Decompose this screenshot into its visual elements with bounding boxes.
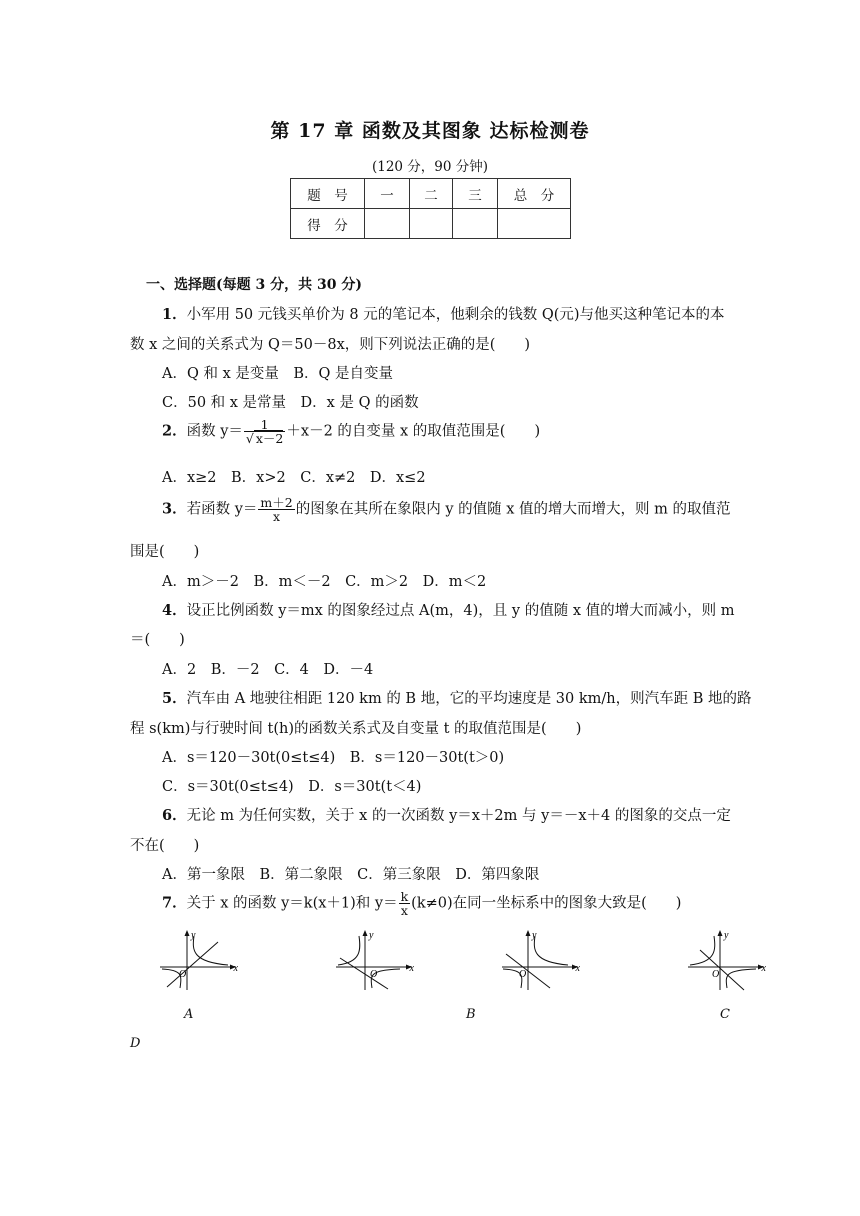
score-header-cell: 二 bbox=[410, 179, 453, 209]
score-cell[interactable] bbox=[410, 209, 453, 239]
question-5-options-ab: A．s＝120－30t(0≤t≤4) B．s＝120－30t(t＞0) bbox=[162, 750, 505, 766]
question-5-options-cd: C．s＝30t(0≤t≤4) D．s＝30t(t＜4) bbox=[162, 779, 422, 795]
score-table-score-row bbox=[291, 209, 571, 239]
score-cell[interactable] bbox=[498, 209, 571, 239]
question-3-line1: 3．若函数 y＝ $\frac{m+2}{x}$ 的图象在其所在象限内 y 的值随 x 值的增大而增大，则 m 的取值范 bbox=[162, 495, 731, 524]
q2-fraction: $\frac{1}{√ x-2}$ bbox=[245, 417, 284, 446]
option-c-label[interactable]: C bbox=[720, 1007, 730, 1022]
graph-a-origin: O bbox=[179, 969, 187, 980]
score-row-label: 得 分 bbox=[291, 209, 365, 239]
question-5-line1: 5．汽车由 A 地驶往相距 120 km 的 B 地，它的平均速度是 30 km/h，则汽车距 B 地的路 bbox=[162, 690, 752, 707]
q3-fraction: $\frac{m+2}{x}$ bbox=[260, 495, 293, 524]
q7-fraction: $\frac{k}{x}$ bbox=[400, 889, 409, 918]
score-header-cell: 三 bbox=[453, 179, 498, 209]
graph-option-d bbox=[686, 928, 768, 992]
question-2-options: A．x≥2 B．x>2 C．x≠2 D．x≤2 bbox=[162, 470, 426, 486]
graph-option-b bbox=[334, 928, 416, 992]
graph-b-origin: O bbox=[370, 969, 378, 980]
graph-d-y-label: y bbox=[724, 930, 729, 941]
score-cell[interactable] bbox=[365, 209, 410, 239]
score-header-cell: 总 分 bbox=[498, 179, 571, 209]
score-table bbox=[290, 178, 571, 239]
question-7: 7．关于 x 的函数 y＝k(x＋1)和 y＝ $\frac{k}{x}$ (k≠0)在同一坐标系中的图象大致是( ) bbox=[162, 889, 682, 918]
question-5-line2: 程 s(km)与行驶时间 t(h)的函数关系式及自变量 t 的取值范围是( ) bbox=[130, 721, 582, 737]
option-a-label[interactable]: A bbox=[184, 1007, 194, 1022]
question-1-options-ab: A．Q 和 x 是变量 B．Q 是自变量 bbox=[162, 366, 394, 382]
graph-c-y-label: y bbox=[532, 930, 537, 941]
page-title: 第 17 章 函数及其图象 达标检测卷 bbox=[270, 120, 590, 142]
question-3-line2: 围是( ) bbox=[130, 544, 200, 560]
question-1-options-cd: C．50 和 x 是常量 D．x 是 Q 的函数 bbox=[162, 395, 419, 411]
score-header-cell: 题 号 bbox=[291, 179, 365, 209]
graph-d-x-label: x bbox=[761, 963, 766, 974]
question-4-line2: ＝( ) bbox=[130, 632, 185, 648]
graph-a-x-label: x bbox=[233, 963, 238, 974]
graph-c-x-label: x bbox=[575, 963, 580, 974]
graph-d-origin: O bbox=[712, 969, 720, 980]
option-d-label[interactable]: D bbox=[130, 1036, 141, 1051]
question-4-line1: 4．设正比例函数 y＝mx 的图象经过点 A(m，4)，且 y 的值随 x 值的增大而减小，则 m bbox=[162, 602, 735, 619]
section-heading: 一、选择题(每题 3 分，共 30 分) bbox=[146, 277, 362, 293]
graph-option-c bbox=[500, 928, 582, 992]
score-header-cell: 一 bbox=[365, 179, 410, 209]
question-4-options: A．2 B．－2 C．4 D．－4 bbox=[162, 662, 374, 678]
question-3-options: A．m＞－2 B．m＜－2 C．m＞2 D．m＜2 bbox=[162, 574, 487, 590]
page-subtitle: (120 分，90 分钟) bbox=[371, 159, 489, 175]
graph-c-origin: O bbox=[519, 969, 527, 980]
option-b-label[interactable]: B bbox=[466, 1007, 476, 1022]
score-cell[interactable] bbox=[453, 209, 498, 239]
question-6-line1: 6．无论 m 为任何实数，关于 x 的一次函数 y＝x＋2m 与 y＝－x＋4 的图象的交点一定 bbox=[162, 807, 731, 824]
graph-b-x-label: x bbox=[409, 963, 414, 974]
question-6-line2: 不在( ) bbox=[130, 838, 200, 854]
question-1-line2: 数 x 之间的关系式为 Q＝50－8x，则下列说法正确的是( ) bbox=[130, 337, 531, 353]
graph-b-y-label: y bbox=[369, 930, 374, 941]
score-table-header-row bbox=[291, 179, 571, 209]
question-1-line1: 1．小军用 50 元钱买单价为 8 元的笔记本，他剩余的钱数 Q(元)与他买这种笔记本的本 bbox=[162, 306, 725, 323]
graph-option-a bbox=[158, 928, 240, 992]
graph-a-y-label: y bbox=[191, 930, 196, 941]
question-6-options: A．第一象限 B．第二象限 C．第三象限 D．第四象限 bbox=[162, 867, 540, 883]
question-2: 2．函数 y＝ $\frac{1}{√ x-2}$ ＋x－2 的自变量 x 的取值范围是( ) bbox=[162, 417, 541, 446]
